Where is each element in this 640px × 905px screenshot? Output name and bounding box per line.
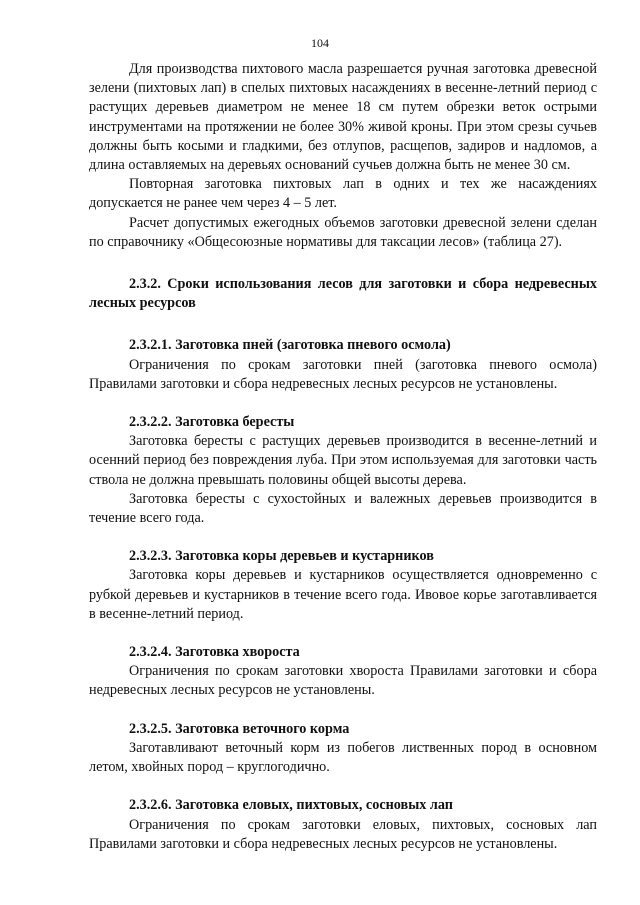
subsection-heading: 2.3.2.6. Заготовка еловых, пихтовых, сосновых лап [129, 797, 453, 814]
subsection-paragraph: Ограничения по срокам заготовки пней (заготовка пневого осмола) Правилами заготовки и сбора недревесных лесных ресурсов не установлены. [89, 356, 597, 392]
subsection-paragraph: Заготавливают веточный корм из побегов лиственных пород в основном летом, хвойных пород – круглогодично. [89, 739, 597, 776]
subsection-heading: 2.3.2.1. Заготовка пней (заготовка пневого осмола) [129, 337, 451, 354]
subsection-heading: 2.3.2.2. Заготовка бересты [129, 414, 295, 431]
subsection-heading: 2.3.2.3. Заготовка коры деревьев и кустарников [129, 548, 434, 565]
intro-paragraph-3: Расчет допустимых ежегодных объемов заготовки древесной зелени сделан по справочнику «Общесоюзные нормативы для таксации лесов» (таблица 27). [89, 214, 597, 250]
subsection-paragraph: Заготовка коры деревьев и кустарников осуществляется одновременно с рубкой деревьев и кустарников в течение всего года. Ивовое корье заготавливается в весенне-летний период. [89, 567, 597, 622]
intro-paragraph-1: Для производства пихтового масла разрешается ручная заготовка древесной зелени (пихтовых лап) в спелых пихтовых насаждениях в весенне-летний период с растущих деревьев диаметром не менее 18 см путем обрезки веток острыми инструментами на протяжении не более 30% живой кроны. При этом срезы сучьев должны быть косыми и гладкими, без отлупов, расщепов, задиров и надломов, а длина оставляемых на деревьях оснований сучьев должна быть не менее 30 см. [89, 61, 597, 174]
document-body [89, 60, 597, 854]
subsection-paragraph: Ограничения по срокам заготовки еловых, пихтовых, сосновых лап Правилами заготовки и сбора недревесных лесных ресурсов не установлены. [89, 816, 597, 852]
subsection-paragraph: Заготовка бересты с сухостойных и валежных деревьев производится в течение всего года. [89, 490, 597, 527]
subsection-paragraph: Заготовка бересты с растущих деревьев производится в весенне-летний и осенний период без повреждения луба. При этом используемая для заготовки часть ствола не должна превышать половины общей высоты дерева. [89, 433, 597, 488]
subsection-heading: 2.3.2.5. Заготовка веточного корма [129, 720, 350, 737]
subsection-heading: 2.3.2.4. Заготовка хвороста [129, 644, 300, 661]
page-number: 104 [311, 36, 329, 50]
intro-paragraph-2: Повторная заготовка пихтовых лап в одних и тех же насаждениях допускается не ранее чем через 4 – 5 лет. [89, 176, 597, 212]
subsection-paragraph: Ограничения по срокам заготовки хвороста Правилами заготовки и сбора недревесных лесных ресурсов не установлены. [89, 663, 597, 699]
section-heading: 2.3.2. Сроки использования лесов для заготовки и сбора недревесных лесных ресурсов [89, 276, 597, 312]
